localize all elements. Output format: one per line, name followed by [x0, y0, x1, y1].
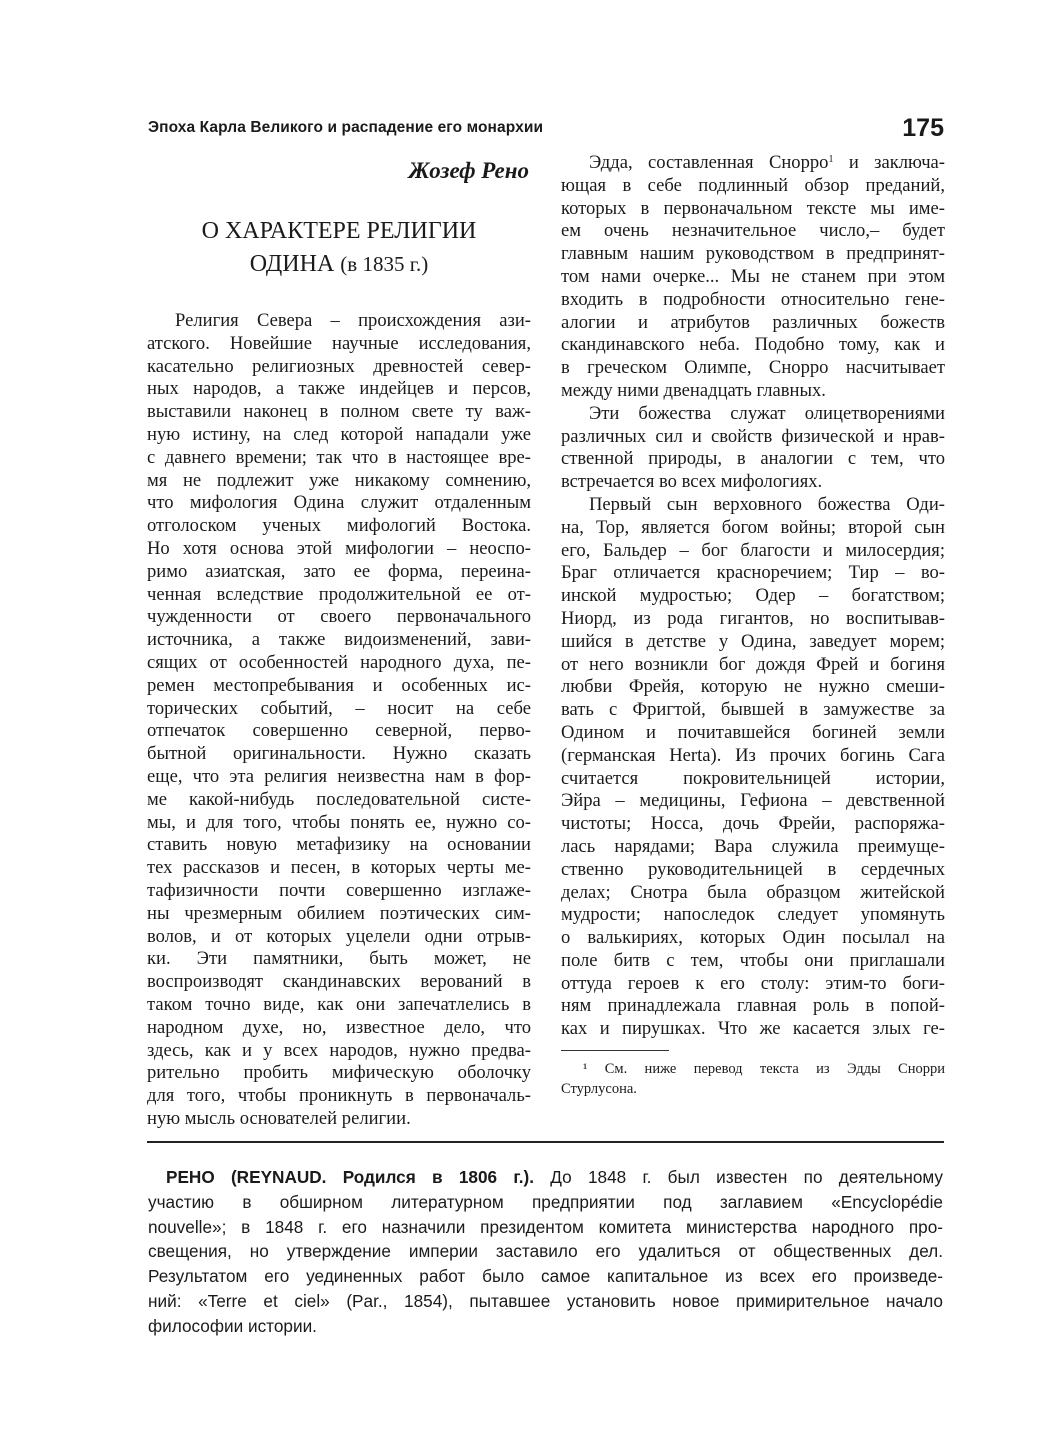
text-line	[561, 152, 945, 175]
text-line: Первый сын верховного божества Оди-	[589, 493, 945, 515]
text-line: отпечаток совершенно северной, перво-	[147, 720, 531, 742]
bio-line-part: До 1848 г. был известен по деятельному	[534, 1167, 943, 1187]
text-line: сящих от особенностей народного духа, пе-	[147, 651, 531, 673]
text-line: главным нашим руководством в предпринят-	[561, 243, 945, 265]
text-line: ющая в себе подлинный обзор преданий,	[561, 174, 945, 196]
text-line: между ними двенадцать главных.	[561, 379, 826, 401]
text-line: мудрости; напоследок следует упомянуть	[561, 904, 945, 926]
title-date: (в 1835 г.)	[340, 252, 429, 276]
text-line: алогии и атрибутов различных божеств	[561, 311, 945, 333]
text-line: здесь, как и у всех народов, нужно предва-	[147, 1039, 531, 1061]
title-line-2-main: ОДИНА	[249, 251, 341, 277]
text-line: том нами очерке... Мы не станем при этом	[561, 265, 945, 287]
text-line: Ниорд, из рода гигантов, но воспитывав-	[561, 607, 945, 629]
article-title	[147, 215, 531, 281]
text-line: ме какой-нибудь последовательной систе-	[147, 788, 531, 810]
author-bio	[148, 1165, 943, 1339]
bio-line: Результатом его уединенных работ было самое капитальное из всех его произведе-	[148, 1266, 943, 1287]
text-line: скандинавского неба. Подобно тому, как и	[561, 334, 945, 356]
text-line: Религия Севера – происхождения ази-	[175, 310, 531, 331]
bio-rest	[148, 1190, 943, 1339]
text-line: атского. Новейшие научные исследования,	[147, 332, 531, 354]
text-line: ную мысль основателей религии.	[147, 1107, 411, 1129]
text-line-part: Эдда, составленная Снорро	[589, 152, 829, 173]
text-line: ственно руководительницей в сердечных	[561, 858, 945, 880]
paragraph	[147, 310, 531, 1131]
title-line-2	[147, 248, 531, 281]
text-line: которых в первоначальном тексте мы име-	[561, 197, 945, 219]
text-line: с давнего времени; так что в настоящее вре-	[147, 446, 531, 468]
footnote	[561, 1059, 945, 1099]
footnote-ref: 1	[828, 154, 834, 165]
footnote-divider	[561, 1050, 669, 1051]
text-line: ремен местопребывания и особенных ис-	[147, 674, 531, 696]
text-line: вать с Фригтой, бывшей в замужестве за	[561, 699, 945, 721]
paragraph	[561, 494, 945, 1041]
text-line: римо азиатская, зато ее форма, переина-	[147, 560, 531, 582]
text-line: встречается во всех мифологиях.	[561, 471, 823, 493]
text-line: на, Тор, является богом войны; второй сын	[561, 516, 945, 538]
footnote-line: ¹ См. ниже перевод текста из Эдды Снорри	[583, 1061, 945, 1078]
text-line: что мифология Одина служит отдаленным	[147, 492, 531, 514]
article-author: Жозеф Рено	[408, 158, 529, 183]
text-line: поле битв с тем, чтобы они приглашали	[561, 949, 945, 971]
text-line: инской мудростью; Одер – богатством;	[561, 585, 945, 607]
bio-line: участию в обширном литературном предприятии под заглавием «Encyclopédie	[148, 1191, 943, 1212]
text-line: ных народов, а также индейцев и персов,	[147, 378, 531, 400]
text-line: от него возникли бог дождя Фрей и богиня	[561, 653, 945, 675]
paragraph	[561, 403, 945, 494]
text-line: мы, и для того, чтобы понять ее, нужно со-	[147, 811, 531, 833]
text-line: чистоты; Носса, дочь Фрейи, распоряжа-	[561, 813, 945, 835]
running-title: Эпоха Карла Великого и распадение его монархии	[148, 119, 544, 136]
text-line: чужденности от своего первоначального	[147, 606, 531, 628]
paragraph	[561, 152, 945, 403]
left-body	[147, 310, 531, 1131]
text-line: касательно религиозных древностей север-	[147, 355, 531, 377]
text-line: Браг отличается красноречием; Тир – во-	[561, 562, 945, 584]
bio-line: ний: «Terre et ciel» (Par., 1854), пытавшее установить новое примирительное начало	[148, 1290, 943, 1311]
text-line: ны чрезмерным обилием поэтических сим-	[147, 902, 531, 924]
text-line-part: и заключа-	[833, 152, 945, 173]
bio-line: свещения, но утверждение империи заставило его удалиться от общественных дел.	[148, 1241, 943, 1262]
text-line: тех рассказов и песен, в которых черты ме-	[147, 857, 531, 879]
text-line: волов, и от которых уцелели одни отрыв-	[147, 925, 531, 947]
text-line: рительно пробить мифическую оболочку	[147, 1062, 531, 1084]
text-line: торических событий, – носит на себе	[147, 697, 531, 719]
text-line: Одином и почитавшейся богиней земли	[561, 721, 945, 743]
text-line: различных сил и свойств физической и нрав-	[561, 425, 945, 447]
bio-line: nouvelle»; в 1848 г. его назначили президентом комитета министерства народного про-	[148, 1216, 943, 1237]
text-line: (германская Herta). Из прочих богинь Сага	[561, 744, 945, 766]
text-line: ственной природы, в аналогии с тем, что	[561, 448, 945, 470]
text-line: отголоском ученых мифологий Востока.	[147, 515, 531, 537]
text-line: для того, чтобы проникнуть в первоначаль-	[147, 1085, 531, 1107]
text-line: ням принадлежала главная роль в попой-	[561, 995, 945, 1017]
text-line: ченная вследствие продолжительной ее от-	[147, 583, 531, 605]
section-divider	[147, 1141, 944, 1143]
right-column	[561, 152, 945, 1099]
text-line: ках и пирушках. Что же касается злых ге-	[561, 1018, 945, 1040]
text-line: еще, что эта религия неизвестна нам в фор-	[147, 765, 531, 787]
text-line: Эти божества служат олицетворениями	[589, 402, 945, 424]
text-line: народном духе, но, известное дело, что	[147, 1016, 531, 1038]
text-line: ставить новую метафизику на основании	[147, 834, 531, 856]
text-line: бытной оригинальности. Нужно сказать	[147, 743, 531, 765]
text-line: его, Бальдер – бог благости и милосердия;	[561, 539, 945, 561]
text-line: источника, а также видоизменений, зави-	[147, 629, 531, 651]
page-number: 175	[902, 114, 944, 142]
text-line: выставили наконец в полном свете ту важ-	[147, 401, 531, 423]
text-line: Но хотя основа этой мифологии – неоспо-	[147, 537, 531, 559]
footnote-line: Стурлусона.	[561, 1081, 637, 1098]
text-line: шийся в детстве у Одина, заведует морем;	[561, 630, 945, 652]
text-line: воспроизводят скандинавских верований в	[147, 971, 531, 993]
text-line: лась нарядами; Вара служила преимуще-	[561, 835, 945, 857]
text-line: Эйра – медицины, Гефиона – девственной	[561, 790, 945, 812]
title-line-1: О ХАРАКТЕРЕ РЕЛИГИИ	[201, 218, 477, 244]
text-line: в греческом Олимпе, Снорро насчитывает	[561, 357, 945, 379]
left-column	[147, 152, 531, 1131]
text-line: ки. Эти памятники, быть может, не	[147, 948, 531, 970]
text-line: считается покровительницей истории,	[561, 767, 945, 789]
bio-line	[148, 1165, 943, 1190]
text-line: тафизичности почти совершенно изглаже-	[147, 879, 531, 901]
text-line: ем очень незначительное число,– будет	[561, 220, 945, 242]
text-line: мя не подлежит уже никакому сомнению,	[147, 469, 531, 491]
text-line: любви Фрейя, которую не нужно смеши-	[561, 676, 945, 698]
bio-lead: РЕНО (REYNAUD. Родился в 1806 г.).	[166, 1167, 535, 1187]
text-line: оттуда героев к его столу: этим-то боги-	[561, 972, 945, 994]
paragraph-rest	[561, 175, 945, 403]
text-line: таком точно виде, как они запечатлелись в	[147, 993, 531, 1015]
bio-line: философии истории.	[148, 1315, 317, 1336]
text-line: делах; Снотра была образцом житейской	[561, 881, 945, 903]
text-line: входить в подробности относительно гене-	[561, 288, 945, 310]
text-line: о валькириях, которых Один посылал на	[561, 927, 945, 949]
text-line: ную истину, на след которой нападали уже	[147, 423, 531, 445]
